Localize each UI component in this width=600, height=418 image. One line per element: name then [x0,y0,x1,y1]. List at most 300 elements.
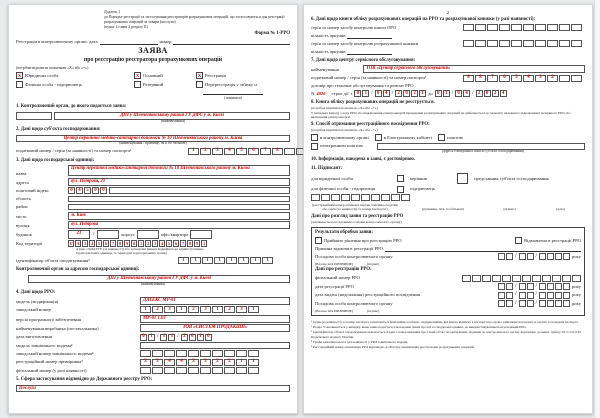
char-cell[interactable]: 4 [90,241,94,247]
char-cell[interactable]: 7 [260,148,271,155]
char-cell[interactable]: 2 [411,90,418,97]
char-cell[interactable] [555,253,562,260]
char-cell[interactable] [200,367,211,374]
char-cell[interactable]: 1 [148,334,155,341]
representative-checkbox[interactable] [457,173,468,184]
char-cell[interactable]: 8 [463,75,474,82]
char-cell[interactable] [522,275,531,282]
registration-checkbox[interactable]: Х [197,73,202,79]
year-label-4: року [571,300,581,306]
in-authority-checkbox[interactable] [311,134,318,141]
char-cell[interactable] [519,292,526,299]
char-cell[interactable] [498,300,505,307]
reg-date-boxes [498,283,570,290]
legal-entity-checkbox[interactable]: Х [17,73,22,79]
char-cell[interactable]: 0 [484,90,491,97]
char-cell[interactable] [555,283,562,290]
char-cell[interactable] [502,275,511,282]
char-cell[interactable]: 3 [212,148,223,155]
year-label-2: року [571,283,581,289]
csc-name-label: найменування [311,67,339,73]
char-cell[interactable] [361,194,370,201]
char-cell[interactable]: 1 [238,257,249,264]
char-cell[interactable] [519,300,526,307]
char-cell[interactable] [492,275,501,282]
region-field[interactable] [68,196,290,203]
refusal-reason-line[interactable] [385,246,581,252]
char-cell[interactable]: 1 [188,148,199,155]
char-cell[interactable] [391,194,400,201]
option-in-authority[interactable] [311,134,369,141]
char-cell[interactable] [547,253,554,260]
char-cell[interactable] [487,24,498,31]
rro-model-field[interactable]: ДАТЕКС МР-01 [140,297,290,305]
char-cell[interactable] [164,350,175,357]
zip-extra-field[interactable] [109,187,290,194]
char-cell[interactable]: 0 [132,241,136,247]
char-cell[interactable]: 1 [226,257,237,264]
email-note: (адреса електронної пошти суб'єкта господарювання) [442,148,524,153]
char-cell[interactable] [499,24,510,31]
char-cell[interactable]: 6 [104,241,108,247]
char-cell[interactable]: 4 [523,75,534,82]
char-cell[interactable]: 1 [443,90,450,97]
book-sheets-line[interactable] [347,49,392,55]
char-cell[interactable] [539,283,546,290]
mark-note: (потрібне відмітити позначкою «Х» або «+») [16,66,89,71]
char-cell[interactable] [539,300,546,307]
char-cell[interactable]: 3 [200,359,211,366]
char-cell[interactable] [547,40,558,47]
char-cell[interactable]: 4 [224,148,235,155]
building-field[interactable]: 21 [68,230,90,239]
footnotes [311,320,585,350]
char-cell[interactable]: 1 [176,306,187,313]
char-cell[interactable] [152,367,163,374]
refused-checkbox[interactable] [515,237,522,244]
char-cell[interactable] [487,40,498,47]
entrepreneur-label: підприємець [410,186,435,192]
char-cell[interactable] [552,275,561,282]
section8-warning-note: У випадках виходу з ладу РРО або відключення електроенергії проведення розрахункових операцій не здійснюється до моменту належного підключення резервного РРО або включення електроенергії. [311,110,571,120]
registration-number-line[interactable] [173,39,290,45]
footnote-1: ¹ Серія (за наявності) та номер паспорта зазначаються фізичними особами - підприємцями, які мають відмітку в паспорті про право здійснювати платежі за серією та номером паспорта. [311,320,579,325]
by-post-checkbox[interactable] [438,134,445,141]
char-cell[interactable] [527,283,534,290]
char-cell[interactable] [519,253,526,260]
char-cell[interactable]: 2 [181,334,188,341]
char-cell[interactable] [321,194,330,201]
e-cabinet-checkbox[interactable] [375,134,382,141]
char-cell[interactable]: 4 [76,187,83,194]
unit-name-field[interactable]: Центр первинної медико-санітарної допомоги № 10 Шевченківського району м. Києва [68,165,290,176]
char-cell[interactable]: 0 [189,334,196,341]
official-date-2-boxes [498,300,570,307]
char-cell[interactable]: 1 [202,257,213,264]
annex-line-3: (пункт 4 глави 2 розділу II) [104,24,148,29]
char-cell[interactable] [527,253,534,260]
char-cell[interactable] [463,24,474,31]
contract-number[interactable]: 4826 [316,90,326,96]
char-cell[interactable]: 1 [250,257,261,264]
district-field[interactable] [68,204,290,211]
footnote-2: ² Розділ 3 заповнюється у випадку, якщо заява подається для надання даних про всі господарські одиниці, де використовуватиметься резервний РРО. [311,324,527,329]
char-cell[interactable] [212,350,223,357]
char-cell[interactable]: 8 [272,148,283,155]
char-cell[interactable] [511,40,522,47]
char-cell[interactable]: 0 [92,187,99,194]
contract-to-label: до [428,90,433,96]
char-cell[interactable]: 3 [83,241,87,247]
char-cell[interactable]: 1 [168,334,175,341]
char-cell[interactable]: 0 [375,90,382,97]
char-cell[interactable]: 6 [205,334,212,341]
char-cell[interactable] [555,300,562,307]
section8-mark-note: (потрібне відмітити позначкою «Х» або «+») [311,106,378,111]
fiscal-number-label: фіскальний номер (у разі наявності) [16,367,87,373]
korpus-field[interactable] [137,230,159,239]
char-cell[interactable]: 1 [139,241,143,247]
char-cell[interactable] [311,194,320,201]
char-cell[interactable] [140,350,151,357]
char-cell[interactable]: 5 [84,187,91,194]
char-cell[interactable] [331,194,340,201]
char-cell[interactable]: 3 [200,306,211,313]
char-cell[interactable]: 2 [492,90,499,97]
char-cell[interactable]: 1 [214,257,225,264]
char-cell[interactable]: 1 [212,306,223,313]
char-cell[interactable] [547,24,558,31]
char-cell[interactable]: 5 [511,75,522,82]
city-field[interactable]: м. Київ [68,212,290,220]
by-post-label: поштою [447,134,464,140]
char-cell[interactable]: 2 [224,306,235,313]
char-cell[interactable]: 8 [118,241,122,247]
csc-name-field[interactable]: ТОВ «Центр сервісного обслуговування» [363,65,585,73]
char-cell[interactable] [351,194,360,201]
char-cell[interactable] [188,350,199,357]
option-main[interactable] [134,72,196,79]
modem-model-field[interactable] [140,342,290,349]
office-field[interactable] [190,230,212,239]
char-cell[interactable] [498,292,505,299]
entrepreneur-checkbox[interactable] [397,186,404,193]
char-cell[interactable]: 1 [190,257,201,264]
copy-reg-number-label: реєстраційний номер примірника⁵ [16,359,83,365]
section1-authority-field[interactable]: ДПІ у Шевченківському районі ГУ ДФС у м. Києві [54,112,290,120]
issue-date-label: дата видачі (надсилання) реєстраційного посвідчення [315,292,420,298]
char-cell[interactable]: 0 [435,90,442,97]
char-cell[interactable]: 7 [487,75,498,82]
unit-authority-title: Контролюючий орган за адресою господарської одиниці: [16,267,140,273]
char-cell[interactable]: 8 [475,75,486,82]
char-cell[interactable] [401,194,410,201]
char-cell[interactable] [539,253,546,260]
char-cell[interactable] [475,40,486,47]
char-cell[interactable]: 6 [174,241,178,247]
char-cell[interactable]: 9 [125,241,129,247]
book-control-boxes [463,40,582,47]
district-label: район [16,204,28,210]
char-cell[interactable]: 2 [476,90,483,97]
char-cell[interactable] [563,292,570,299]
char-cell[interactable] [176,367,187,374]
char-cell[interactable] [482,275,491,282]
char-cell[interactable]: 1 [248,306,259,313]
form-number: Форма № 1-РРО [254,30,290,36]
char-cell[interactable] [532,275,541,282]
char-cell[interactable]: 1 [202,241,206,247]
option-by-email[interactable] [311,143,375,150]
char-cell[interactable]: 3 [140,359,151,366]
char-cell[interactable] [547,283,554,290]
rro-maker-field[interactable]: ТОВ «СИСТЕМ ПРОДАКШН» [140,324,290,332]
char-cell[interactable] [539,292,546,299]
unit-address-field[interactable]: вул. Петрова, 21 [68,178,290,186]
char-cell[interactable]: A [76,241,80,247]
char-cell[interactable] [527,292,534,299]
char-cell[interactable] [506,292,513,299]
char-cell[interactable]: 2 [188,306,199,313]
char-cell[interactable] [523,40,534,47]
refused-label: Відмовлено в реєстрації РРО [524,237,581,243]
reregistration-checkbox[interactable] [196,81,203,88]
char-cell[interactable]: 6 [499,75,510,82]
date-separator: / [177,333,179,339]
reserve-label: Резервний [143,81,164,87]
char-cell[interactable]: 0 [100,187,107,194]
signer-name-note: (прізвище, ім'я, по батькові) [422,207,464,212]
rro-made-date-label: дата виготовлення [16,334,52,340]
char-cell[interactable] [152,350,163,357]
char-cell[interactable] [498,253,505,260]
char-cell[interactable]: 1 [362,90,369,97]
char-cell[interactable] [572,275,581,282]
official-label-2: Посадова особа контролюючого органу [315,300,393,306]
char-cell[interactable]: 5 [167,241,171,247]
char-cell[interactable]: 3 [164,306,175,313]
char-cell[interactable] [188,367,199,374]
char-cell[interactable]: 1 [419,90,426,97]
char-cell[interactable] [523,24,534,31]
char-cell[interactable] [571,75,582,82]
char-cell[interactable]: 1 [160,334,167,341]
char-cell[interactable] [527,300,534,307]
char-cell[interactable] [563,253,570,260]
char-cell[interactable] [519,283,526,290]
contract-to-boxes [435,90,507,97]
char-cell[interactable]: 3 [236,306,247,313]
char-cell[interactable] [563,283,570,290]
date-separator: / [451,90,454,96]
registration-date-line[interactable] [100,39,158,45]
char-cell[interactable] [559,75,570,82]
char-cell[interactable] [535,24,546,31]
option-refused[interactable] [515,237,581,244]
char-cell[interactable]: 2 [395,90,402,97]
char-cell[interactable] [284,148,295,155]
option-e-cabinet[interactable] [375,134,432,141]
contract-from-boxes [354,90,426,97]
char-cell[interactable]: 4 [164,359,175,366]
section7-title: 7. Дані щодо центру сервісного обслуговування: [311,57,416,63]
char-cell[interactable] [559,40,570,47]
char-cell[interactable] [341,194,350,201]
char-cell[interactable]: 1 [262,257,273,264]
char-cell[interactable] [381,194,390,201]
annex-line-1: Додаток 1 [104,10,121,14]
char-cell[interactable]: 0 [68,187,75,194]
char-cell[interactable] [140,367,151,374]
option-approved[interactable] [315,237,511,244]
char-cell[interactable] [511,24,522,31]
char-cell[interactable]: 0 [354,90,361,97]
char-cell[interactable] [164,367,175,374]
char-cell[interactable] [498,283,505,290]
char-cell[interactable]: 1 [236,359,247,366]
date-separator: / [515,283,517,289]
char-cell[interactable]: 2 [547,75,558,82]
reserve-checkbox[interactable] [134,81,141,88]
contract-term-label: строк дії [331,90,349,96]
head-checkbox[interactable] [397,175,404,182]
char-cell[interactable]: 9 [195,241,199,247]
char-cell[interactable] [248,350,259,357]
rro-version-field[interactable]: МР-01 1.03 [140,315,290,323]
contract-label: договір про технічне обслуговування та ремонт РРО [311,83,414,89]
char-cell[interactable] [200,350,211,357]
section1-code-box[interactable] [16,112,52,121]
option-reserve[interactable] [134,81,196,88]
char-cell[interactable] [506,300,513,307]
char-cell[interactable] [571,24,582,31]
option-individual[interactable] [16,81,134,88]
unit-authority-field[interactable]: ДПІ у Шевченківському районі ГУ ДФС у м. Києві [28,275,290,283]
char-cell[interactable] [475,24,486,31]
street-field[interactable]: вул. Петрова [68,221,290,229]
char-cell[interactable]: U [69,241,73,247]
char-cell[interactable]: 1 [178,257,189,264]
char-cell[interactable]: 3 [535,75,546,82]
char-cell[interactable] [224,367,235,374]
char-cell[interactable]: 5 [236,148,247,155]
char-cell[interactable] [499,40,510,47]
char-cell[interactable]: 5 [97,241,101,247]
signer-sign-note: (підпис) [503,207,516,212]
char-cell[interactable] [506,253,513,260]
char-cell[interactable]: 4 [176,359,187,366]
section5-scope-field[interactable]: Послуги [16,385,290,393]
rro-serial-boxes [140,306,259,313]
refusal-reason-label: Причина відмови в реєстрації РРО [315,245,383,251]
char-cell[interactable]: 2 [152,306,163,313]
char-cell[interactable] [463,40,474,47]
territory-code-boxes [68,240,207,247]
char-cell[interactable] [506,283,513,290]
char-cell[interactable] [571,40,582,47]
char-cell[interactable]: 3 [152,359,163,366]
korpus-label: корпус [121,231,135,237]
char-cell[interactable]: 8 [188,241,192,247]
char-cell[interactable]: 7 [181,241,185,247]
char-cell[interactable]: 1 [248,359,259,366]
char-cell[interactable]: 7 [111,241,115,247]
char-cell[interactable] [472,275,481,282]
signer-tax-boxes [311,194,410,201]
char-cell[interactable]: 4 [463,90,470,97]
char-cell[interactable] [563,300,570,307]
main-checkbox[interactable]: Х [135,73,140,79]
char-cell[interactable]: 2 [200,148,211,155]
option-legal-entity[interactable] [16,72,134,79]
char-cell[interactable] [547,300,554,307]
oro-sheets-line[interactable] [347,33,392,39]
char-cell[interactable]: 3 [153,241,157,247]
registration-label: Реєстрація [205,73,226,79]
reregistration-reason-line[interactable] [203,89,263,95]
char-cell[interactable]: 0 [140,334,147,341]
char-cell[interactable]: 1 [197,334,204,341]
form-page-1 [8,4,298,414]
char-cell[interactable]: 4 [500,90,507,97]
char-cell[interactable] [224,350,235,357]
option-registration[interactable] [196,72,290,79]
section3-title: 3. Дані щодо господарської одиниці: [16,157,95,163]
book-sheets-label: кількість аркушів [311,48,346,54]
char-cell[interactable] [535,40,546,47]
building-2-field[interactable] [97,230,119,239]
signer-tax-note: (реєстраційний номер облікової картки платника податків або серія (за наявності) та номер паспорта¹) [311,202,399,212]
option-by-post[interactable] [438,134,463,141]
char-cell[interactable]: 2 [224,359,235,366]
signer-fop-label: для фізичної особи - підприємця [311,186,376,192]
char-cell[interactable]: 3 [188,359,199,366]
section2-subject-field[interactable]: Центр первинної медико-санітарної допомоги № 10 Шевченківського району м. Києва [16,135,290,143]
modem-serial-label: заводський номер зовнішнього модема⁴ [16,350,94,356]
char-cell[interactable] [559,24,570,31]
char-cell[interactable] [512,275,521,282]
form-page-2 [303,4,593,414]
char-cell[interactable]: 2 [212,359,223,366]
char-cell[interactable]: 0 [455,90,462,97]
char-cell[interactable] [248,367,259,374]
char-cell[interactable]: 6 [248,148,259,155]
option-reregistration[interactable] [196,81,290,88]
annex-block [104,10,290,30]
char-cell[interactable] [236,367,247,374]
char-cell[interactable]: 4 [383,90,390,97]
char-cell[interactable] [555,292,562,299]
char-cell[interactable]: 2 [146,241,150,247]
by-email-checkbox[interactable] [311,143,318,150]
char-cell[interactable]: 4 [160,241,164,247]
char-cell[interactable] [562,275,571,282]
char-cell[interactable]: 1 [140,306,151,313]
char-cell[interactable] [462,275,471,282]
char-cell[interactable] [371,194,380,201]
approved-checkbox[interactable] [315,237,322,244]
territory-code-note: згідно з КОАТУУ (за наявності) або четвертим рівнем Кодифікатора адміністративно-територіальних одиниць та територій територіальних громад [76,246,205,256]
rro-model-label: модель (модифікація) [16,299,59,305]
footnote-3: ³ Ідентифікатор об'єкта оподаткування зазначається згідно з повідомленням про такий об'єкт оподаткування, поданим до контролюючого органу відповідно до вимог пункту 63.3 статті 63 Податкового кодексу України. [311,329,582,339]
char-cell[interactable] [212,367,223,374]
individual-checkbox[interactable] [16,81,23,88]
char-cell[interactable] [176,350,187,357]
char-cell[interactable] [547,292,554,299]
char-cell[interactable]: 0 [403,90,410,97]
char-cell[interactable] [542,275,551,282]
char-cell[interactable] [236,350,247,357]
